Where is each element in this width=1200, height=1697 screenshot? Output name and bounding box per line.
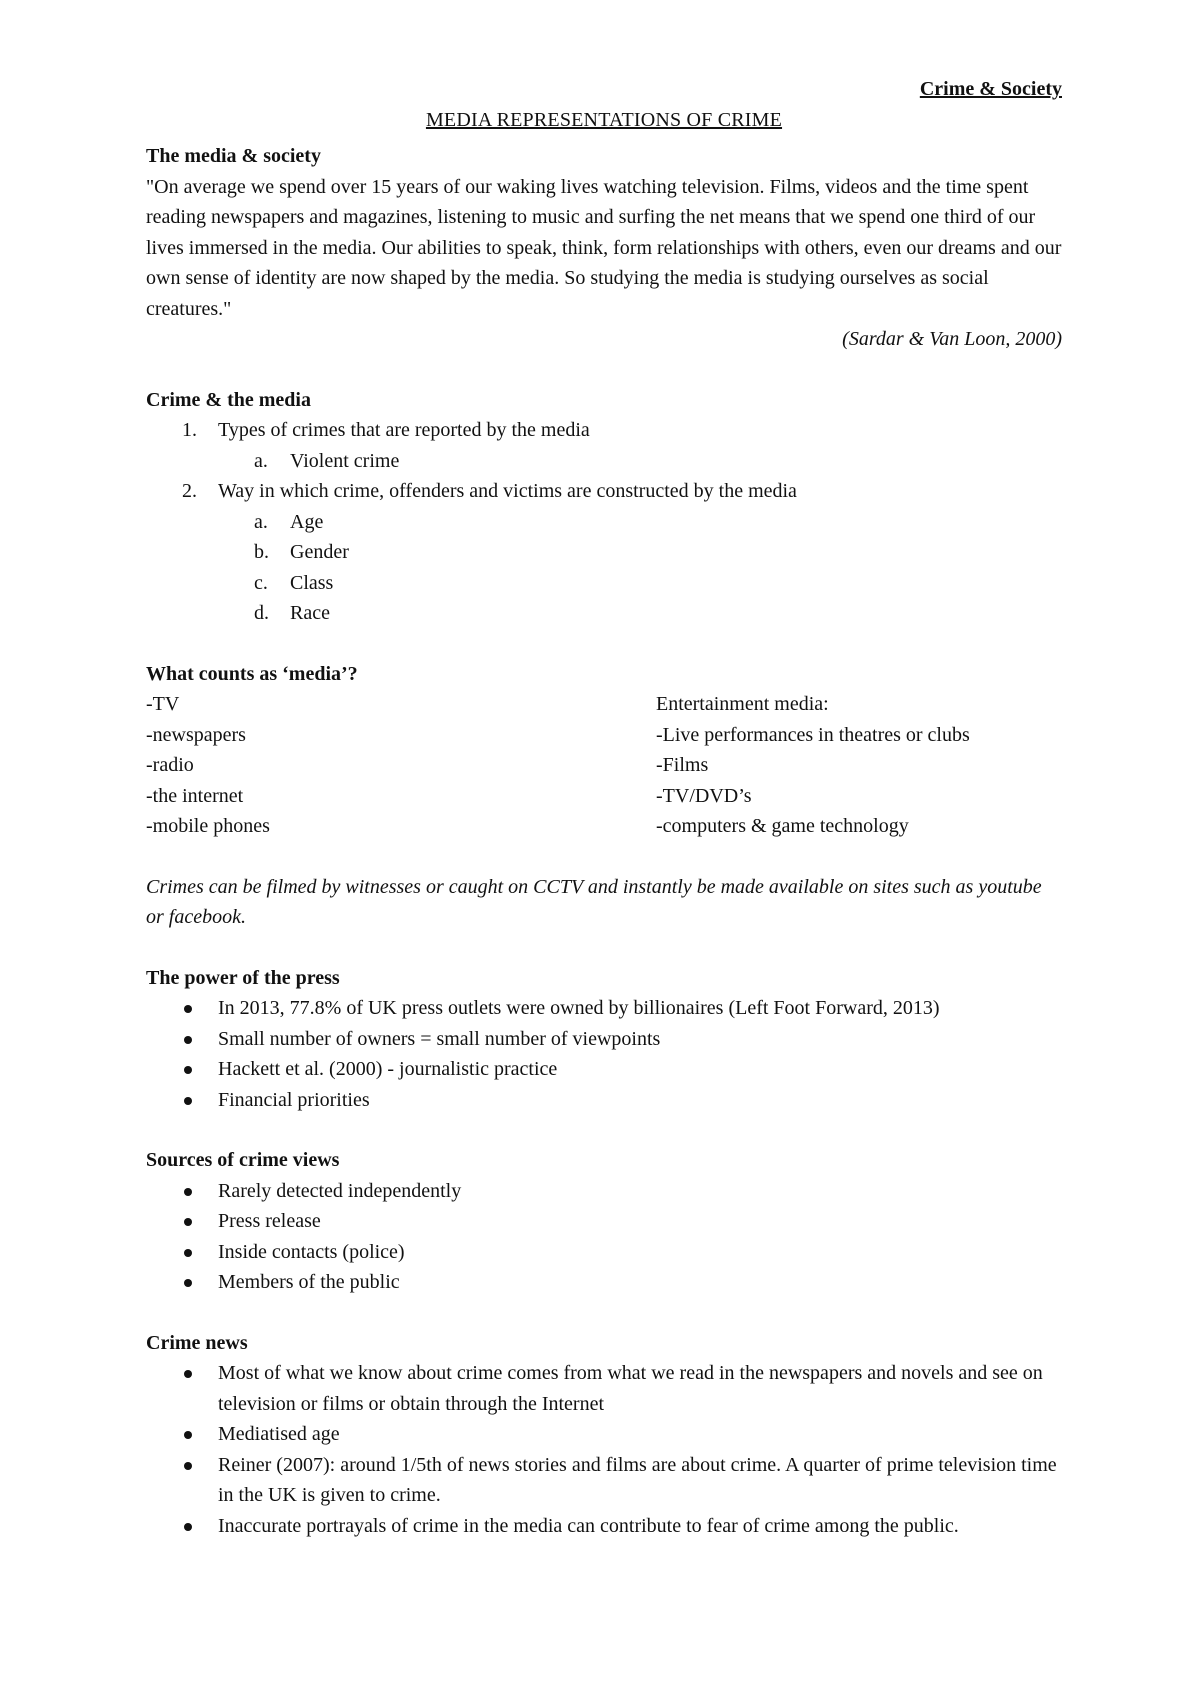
list-item <box>182 476 1062 629</box>
sub-list-item-text: Age <box>290 510 324 533</box>
section-heading-crime-news: Crime news <box>146 1331 248 1354</box>
media-type-item: -computers & game technology <box>656 815 909 837</box>
bullet-text: Small number of owners = small number of viewpoints <box>218 1027 661 1050</box>
bullet-icon <box>184 1005 192 1013</box>
bullet-text: In 2013, 77.8% of UK press outlets were owned by billionaires (Left Foot Forward, 2013) <box>218 997 940 1019</box>
bullet-item <box>218 1206 1062 1237</box>
media-type-item: -TV/DVD’s <box>656 784 752 807</box>
document-title: MEDIA REPRESENTATIONS OF CRIME <box>425 108 783 131</box>
bullet-icon <box>184 1462 192 1470</box>
media-types-right-column <box>656 689 1062 842</box>
sources-list <box>146 1176 1062 1298</box>
section-heading-sources: Sources of crime views <box>146 1149 340 1171</box>
sub-list-item <box>254 537 1062 568</box>
quote-citation: (Sardar & Van Loon, 2000) <box>842 328 1062 350</box>
media-types-columns <box>146 689 1062 842</box>
sub-list-marker: c. <box>254 571 268 594</box>
sub-list-item-text: Race <box>290 602 330 624</box>
bullet-text: Reiner (2007): around 1/5th of news stories and films are about crime. A quarter of prime television time in the UK is given to crime. <box>218 1453 1057 1506</box>
section-heading-what-counts: What counts as ‘media’? <box>146 662 358 685</box>
bullet-item <box>218 1419 1062 1450</box>
media-type-item: -radio <box>146 754 194 776</box>
bullet-text: Inside contacts (police) <box>218 1240 405 1263</box>
sub-list-item-text: Class <box>290 571 334 594</box>
cctv-note: Crimes can be filmed by witnesses or caught on CCTV and instantly be made available on sites such as youtube or facebook. <box>146 875 1042 928</box>
section-heading-media-society: The media & society <box>146 145 321 167</box>
media-types-left-column <box>146 689 656 842</box>
sub-list-marker: b. <box>254 541 269 563</box>
bullet-item <box>218 1450 1062 1511</box>
sub-list-item <box>254 568 1062 599</box>
bullet-text: Mediatised age <box>218 1423 340 1445</box>
bullet-icon <box>184 1218 192 1226</box>
crime-news-list <box>146 1358 1062 1541</box>
bullet-text: Most of what we know about crime comes from what we read in the newspapers and novels and see on television or films or obtain through the Internet <box>218 1362 1043 1415</box>
bullet-item <box>218 1085 1062 1116</box>
sub-list-marker: d. <box>254 602 269 624</box>
list-marker: 1. <box>182 419 197 441</box>
quote-paragraph: "On average we spend over 15 years of our waking lives watching television. Films, videos and the time spent reading newspapers and magazines, listening to music and surfing the net means that we spend one third of our lives immersed in the media. Our abilities to speak, think, form relationships with others, even our dreams and our own sense of identity are now shaped by the media. So studying the media is studying ourselves as social creatures." <box>146 175 1062 320</box>
media-type-item: -Films <box>656 754 709 776</box>
section-heading-crime-media: Crime & the media <box>146 388 311 411</box>
bullet-icon <box>184 1279 192 1287</box>
bullet-icon <box>184 1188 192 1196</box>
bullet-item <box>218 1511 1062 1542</box>
power-press-list <box>146 993 1062 1115</box>
bullet-icon <box>184 1066 192 1074</box>
document-page <box>146 74 1062 1541</box>
list-item <box>182 415 1062 476</box>
sub-list-item-text: Gender <box>290 541 349 563</box>
list-item-text: Way in which crime, offenders and victims are constructed by the media <box>218 480 797 502</box>
list-marker: 2. <box>182 480 197 502</box>
bullet-icon <box>184 1431 192 1439</box>
bullet-icon <box>184 1097 192 1105</box>
bullet-item <box>218 1176 1062 1207</box>
crime-media-list <box>146 415 1062 629</box>
bullet-item <box>218 993 1062 1024</box>
bullet-text: Rarely detected independently <box>218 1179 462 1202</box>
sub-list-item-text: Violent crime <box>290 449 400 472</box>
bullet-icon <box>184 1523 192 1531</box>
sub-list-marker: a. <box>254 510 268 533</box>
bullet-item <box>218 1054 1062 1085</box>
sub-list-item <box>254 446 1062 477</box>
media-type-item: Entertainment media: <box>656 693 829 715</box>
bullet-text: Members of the public <box>218 1271 400 1293</box>
course-header: Crime & Society <box>919 78 1062 100</box>
media-type-item: -Live performances in theatres or clubs <box>656 723 970 746</box>
bullet-text: Financial priorities <box>218 1088 370 1111</box>
bullet-icon <box>184 1249 192 1257</box>
sub-list-item <box>254 507 1062 538</box>
bullet-text: Press release <box>218 1210 321 1232</box>
media-type-item: -newspapers <box>146 723 246 746</box>
bullet-text: Hackett et al. (2000) - journalistic practice <box>218 1058 558 1080</box>
bullet-icon <box>184 1370 192 1378</box>
section-heading-power-press: The power of the press <box>146 966 340 989</box>
bullet-item <box>218 1024 1062 1055</box>
bullet-text: Inaccurate portrayals of crime in the media can contribute to fear of crime among the public. <box>218 1514 959 1537</box>
bullet-item <box>218 1237 1062 1268</box>
media-type-item: -mobile phones <box>146 815 270 837</box>
sub-list <box>218 507 1062 629</box>
bullet-item <box>218 1267 1062 1298</box>
sub-list-marker: a. <box>254 449 268 472</box>
list-item-text: Types of crimes that are reported by the media <box>218 419 590 441</box>
media-type-item: -the internet <box>146 784 244 807</box>
sub-list-item <box>254 598 1062 629</box>
bullet-item <box>218 1358 1062 1419</box>
media-type-item: -TV <box>146 693 180 715</box>
sub-list <box>218 446 1062 477</box>
bullet-icon <box>184 1036 192 1044</box>
